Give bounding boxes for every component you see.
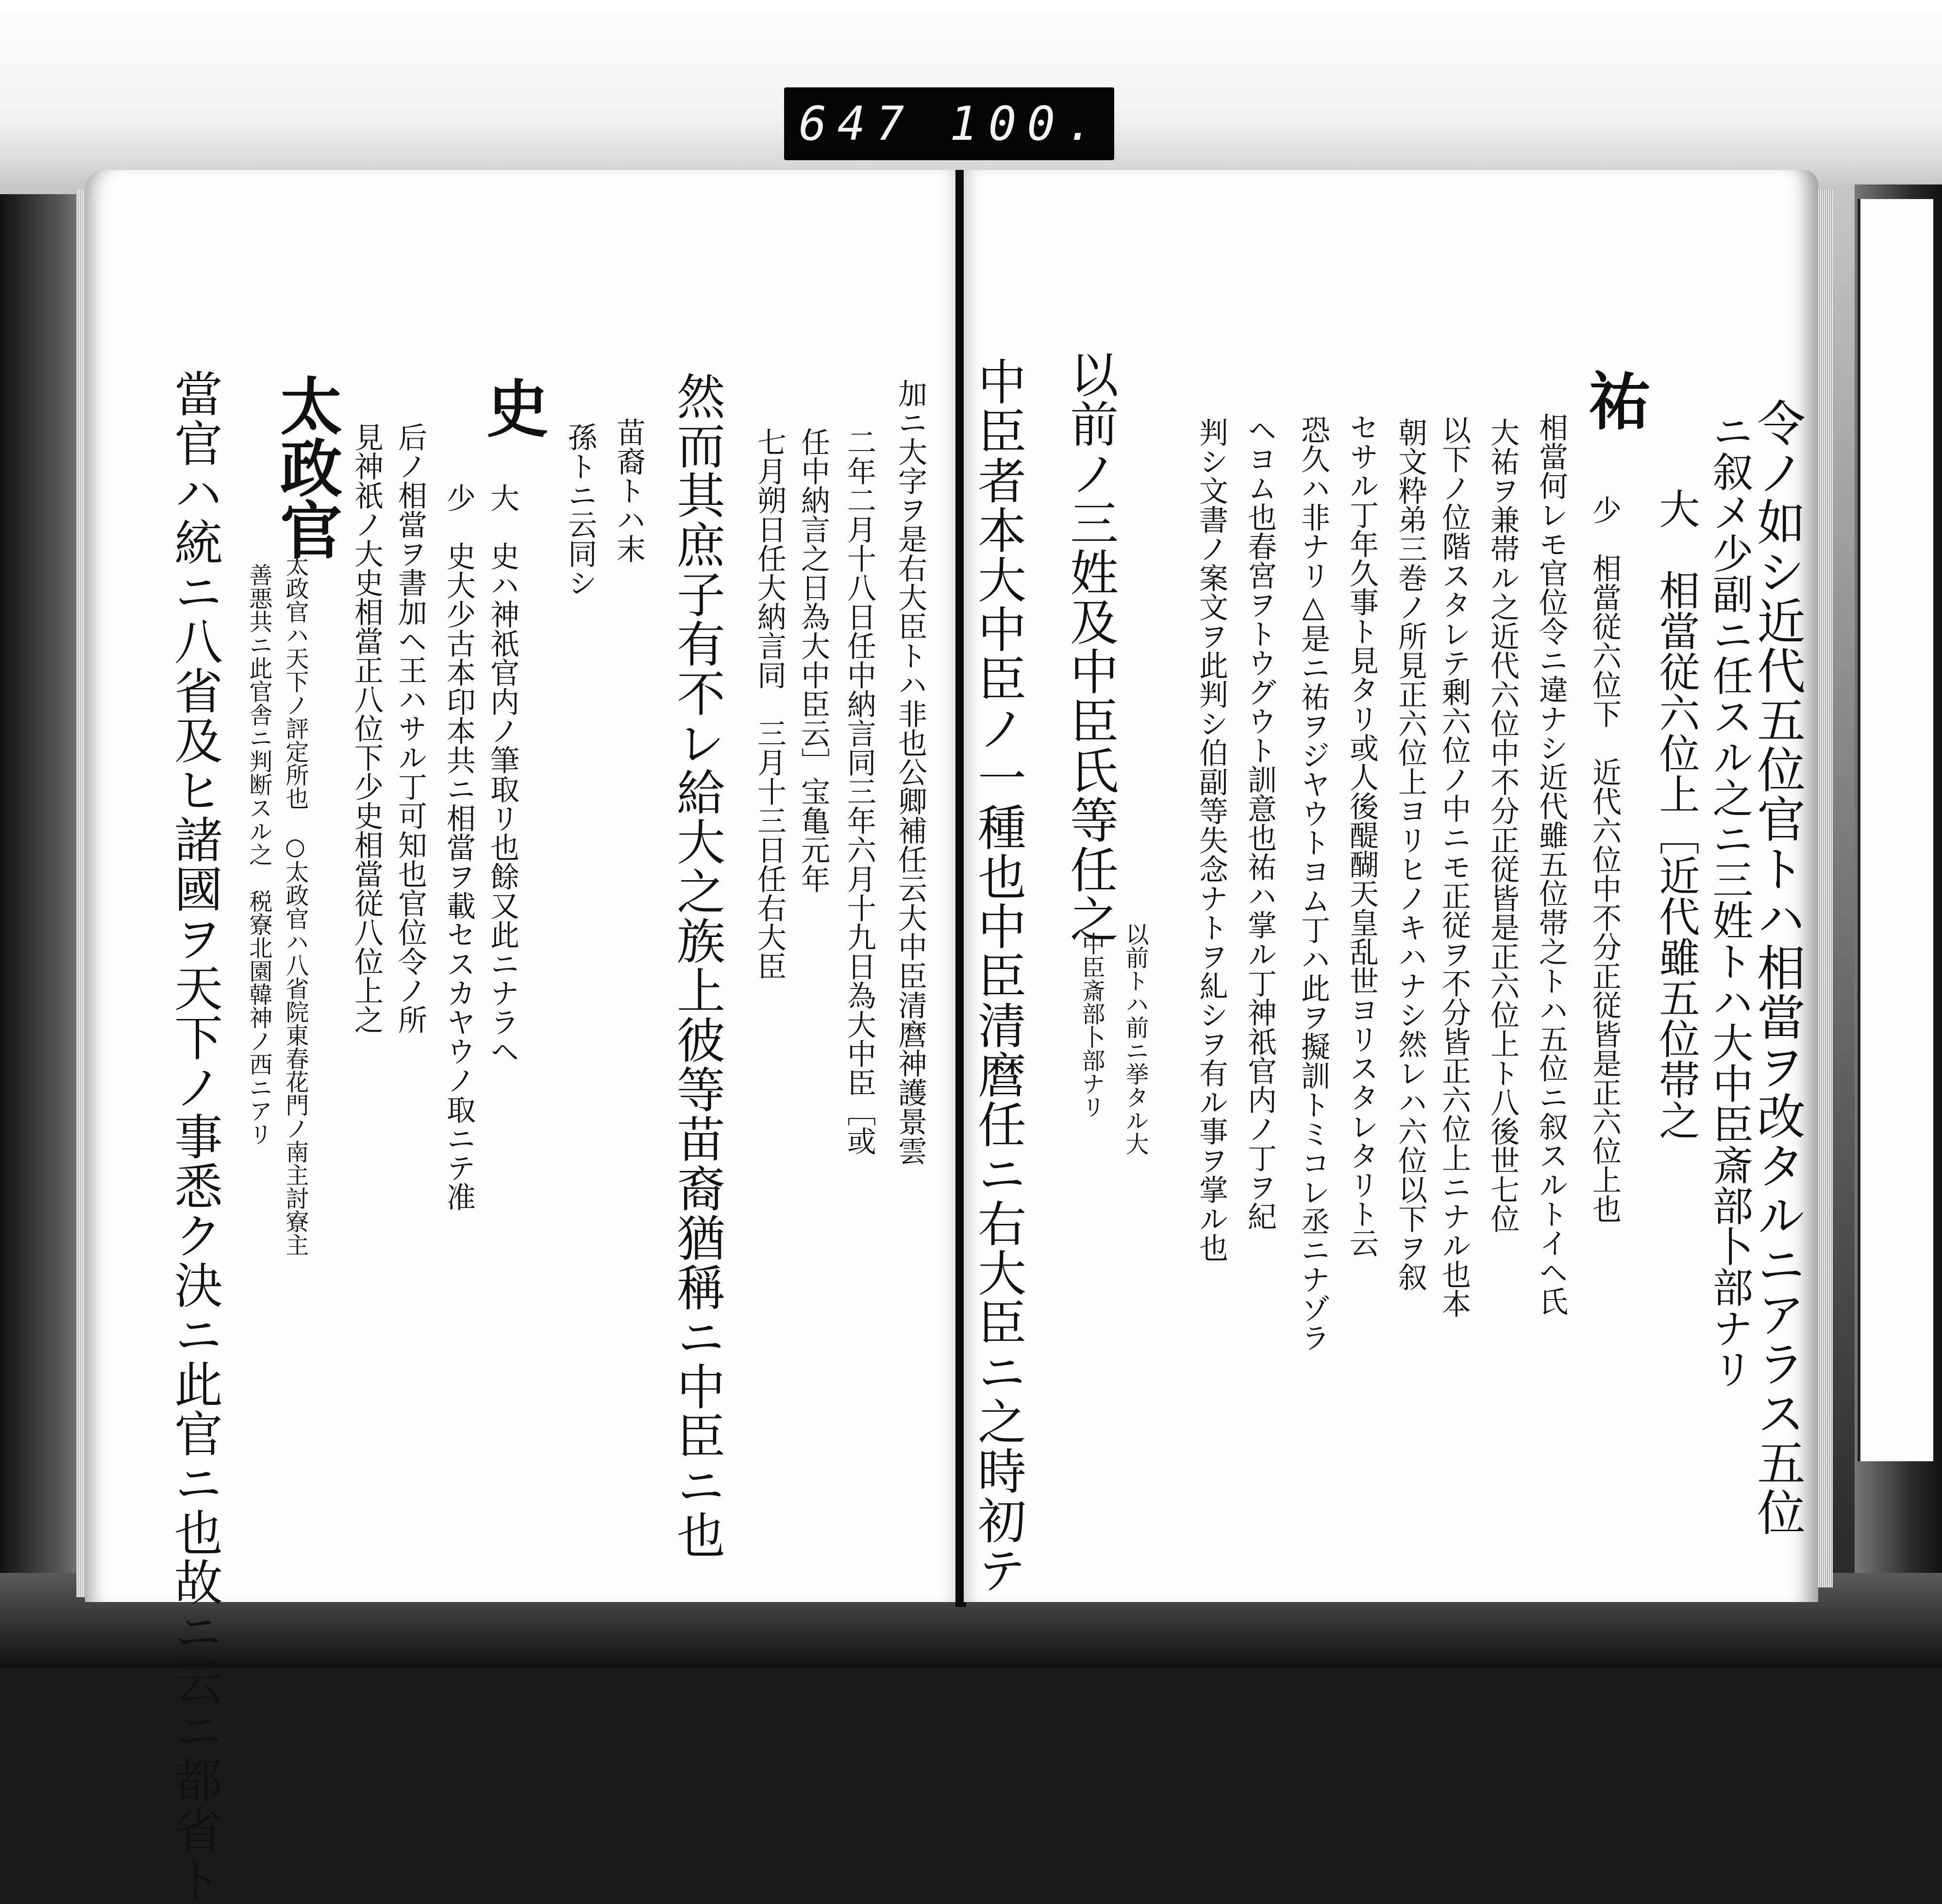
text-line: 恐久ハ非ナリ△是ニ祐ヲジヤウトヨム丁ハ此ヲ擬訓トミコレ丞ニナゾラ [1296, 415, 1330, 1352]
text-line: 令ノ如シ近代五位官トハ相當ヲ改タルニアラス五位 [1749, 398, 1806, 1537]
text-line: 少 史大少古本印本共ニ相當ヲ載セスカヤウノ取ニテ准 [442, 483, 476, 1211]
section-heading-yu: 祐 [1578, 369, 1651, 431]
text-line: 然而其庶子有不レ給大之族上彼等苗裔猶稱ニ中臣ニ也 [669, 371, 725, 1560]
adjacent-page-strip [1858, 199, 1933, 1461]
text-line: 苗裔トハ末 [612, 418, 646, 563]
frame-number-left: 647 [799, 97, 915, 151]
text-line: ヘヨム也春宮ヲトウグウト訓意也祐ハ掌ル丁神祇官内ノ丁ヲ紀 [1243, 415, 1277, 1231]
text-line: 中臣者本大中臣ノ一種也中臣清麿任ニ右大臣ニ之時初テ [970, 357, 1026, 1595]
text-line: 少 相當従六位下 近代六位中不分正従皆是正六位上也 [1588, 495, 1622, 1223]
text-line: 孫トニ云同シ [563, 422, 597, 597]
text-line: 二年二月十八日任中納言同三年六月十九日為大中臣［或 [842, 427, 876, 1155]
right-fore-edge [1818, 189, 1833, 1587]
text-line: 大祐ヲ兼帯ル之近代六位中不分正従皆是正六位上ト八後世七位 [1486, 418, 1520, 1233]
text-line: 以下ノ位階スタレテ剰六位ノ中ニモ正従ヲ不分皆正六位上ニナル也本 [1437, 415, 1471, 1318]
text-line: 判シ文書ノ案文ヲ此判シ伯副等失念ナトヲ糺シヲ有ル事ヲ掌ル也 [1194, 418, 1228, 1262]
text-line: 后ノ相當ヲ書加ヘ王ハサル丁可知也官位令ノ所 [393, 422, 427, 1034]
text-line-annotation: 以前トハ前ニ挙タル大 [1122, 922, 1149, 1155]
text-line: 朝文粋弟三巻ノ所見正六位上ヨリヒノキハナシ然レハ六位以下ヲ叙 [1393, 418, 1427, 1291]
text-line: 以前ノ三姓及中臣氏等任之 [1062, 350, 1119, 944]
text-line: 當官ハ統ニ八省及ヒ諸國ヲ天下ノ事悉ク決ニ此官ニ也故ニ云ニ都省ト [166, 369, 223, 1904]
text-line: 加ニ大字ヲ是右大臣トハ非也公卿補任云大中臣清麿神護景雲 [893, 379, 927, 1165]
frame-number-right: 100. [949, 97, 1105, 151]
text-line: 相當何レモ官位令ニ違ナシ近代雖五位帯之トハ五位ニ叙スルトイヘ氏 [1534, 413, 1568, 1316]
section-heading-shi: 史 [476, 376, 549, 438]
text-line-annotation: 太政官ハ天下ノ評定所也 ○太政官ハ八省院東春花門ノ南主討寮主 [282, 553, 309, 1256]
text-line: 見神祇ノ大史相當正八位下少史相當従八位上之 [350, 422, 384, 1034]
frame-number-label [784, 87, 1114, 160]
text-line: 大 史ハ神祇官内ノ筆取リ也餘又此ニナラヘ [486, 483, 519, 1066]
text-line-annotation: 中臣斎部卜部ナリ [1078, 932, 1105, 1119]
text-line: 七月朔日任大納言同 三月十三日任右大臣 [753, 427, 787, 981]
text-line-annotation: 善悪共ニ此官舎ニ判断スル之 税寮北園韓神ノ西ニアリ [245, 563, 272, 1146]
text-line: セサル丁年久事ト見タリ或人後醍醐天皇乱世ヨリスタレタリト云 [1345, 413, 1379, 1257]
section-heading-dajokan: 太政官 [269, 374, 342, 560]
text-line: 任中納言之日為大中臣云］宝亀元年 [796, 427, 830, 893]
text-line: 大 相當従六位上［近代雖五位帯之 [1653, 488, 1700, 1140]
text-line: ニ叙メ少副ニ任スル之ニ三姓トハ大中臣斎部卜部ナリ [1706, 410, 1754, 1389]
